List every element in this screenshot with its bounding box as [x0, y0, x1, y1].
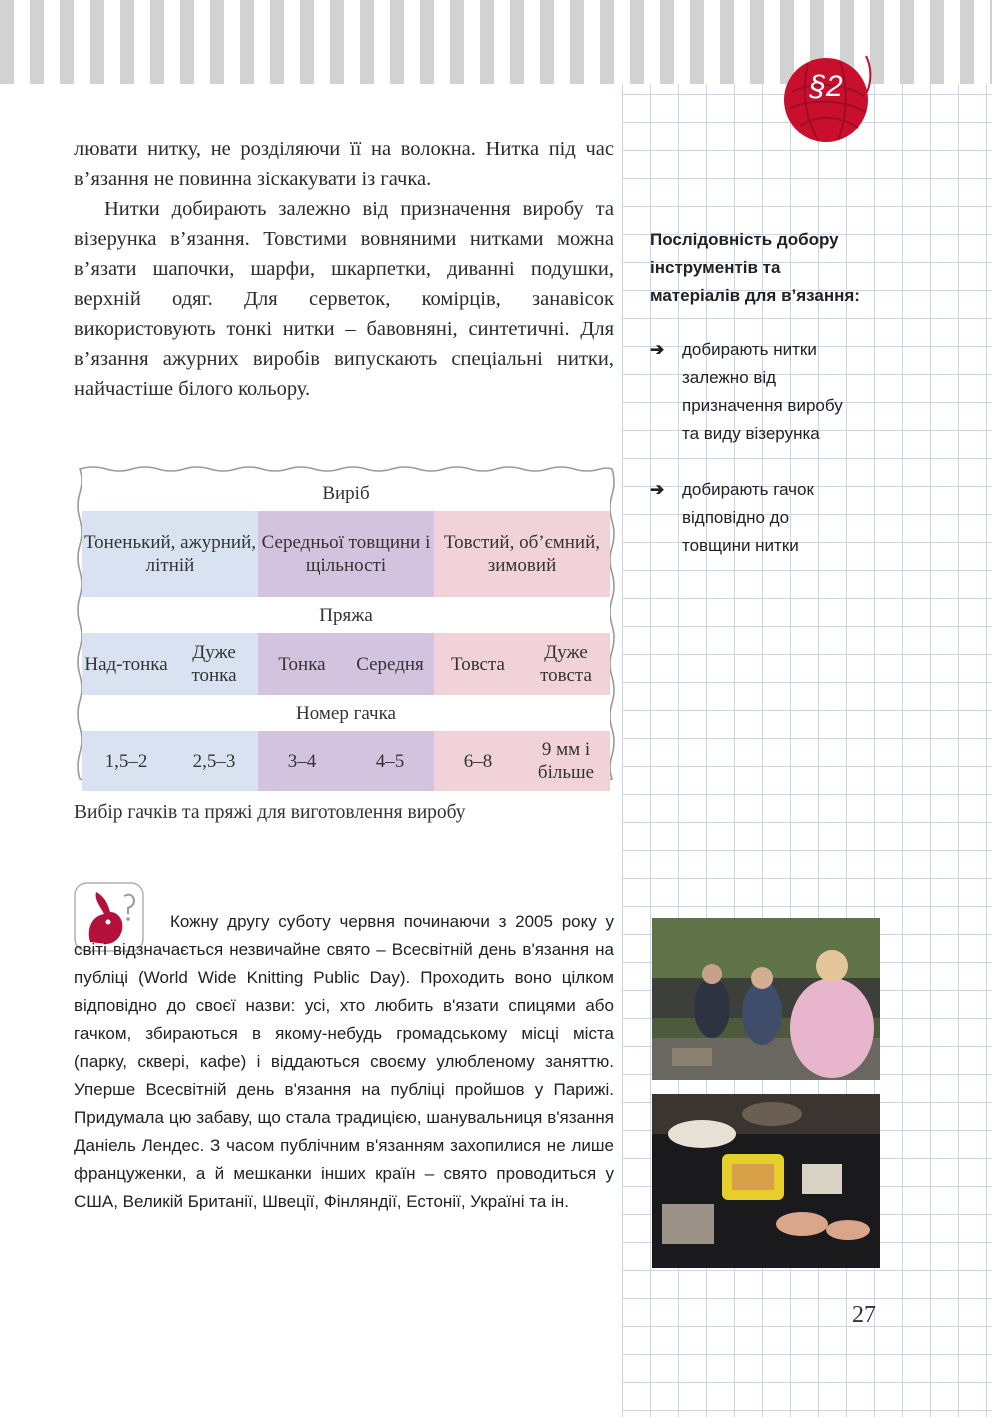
yarn-cell: Середня — [346, 633, 434, 695]
fact-text: Кожну другу суботу червня починаючи з 2005 року у світі відзначається незвичайне свято – Всесвітній день в'язання на публіці (World Wide Knitting Public Day). Проходить воно цілком відповідно до своєї назви: усі, хто любить в'язати спицями або гачком, збираються в якому-небудь громадському місці міста (парку, сквері, кафе) і віддаються своєму улюбленому заняттю. Уперше Всесвітній день в'язання на публіці пройшов у Парижі. Придумала цю забаву, що стала традицією, шанувальниця в'язання Даніель Лендес. З часом публічним в'язанням захопилися не лише француженки, а й мешканки інших країн – свято проводиться у США, Великій Британії, Швеції, Фінляндії, Естонії, Україні та ін. — [74, 912, 614, 1211]
product-light: Тоненький, ажурний, літній — [82, 511, 258, 597]
table-header-product: Виріб — [82, 475, 610, 511]
page-number: 27 — [852, 1302, 876, 1328]
hook-yarn-table — [76, 465, 616, 783]
table-header-yarn: Пряжа — [82, 597, 610, 633]
table-header-hook: Номер гачка — [82, 695, 610, 731]
yarn-cell: Дуже товста — [522, 633, 610, 695]
yarn-cell: Товста — [434, 633, 522, 695]
hook-cell: 3–4 — [258, 731, 346, 791]
hook-cell: 6–8 — [434, 731, 522, 791]
paragraph-threads: Нитки добирають залежно від призначення виробу та візерунка в’язання. Товстими вовняними нитками можна в’язати шапочки, шарфи, шкарпетки, диванні подушки, верхній одяг. Для серветок, комірців, занавісок використовують тонкі нитки – бавовняні, синтетичні. Для в’язання ажурних виробів випускають спеціальні нитки, найчастіше білого кольору. — [74, 198, 614, 400]
sidebar-item-text: добирають нитки залежно від призначення виробу та виду візерунка — [682, 340, 843, 443]
hook-cell: 9 мм і більше — [522, 731, 610, 791]
product-heavy: Товстий, об’ємний, зимовий — [434, 511, 610, 597]
fact-paragraph — [74, 908, 614, 1216]
sidebar-item-hook — [650, 476, 860, 560]
table-caption: Вибір гачків та пряжі для виготовлення виробу — [74, 802, 466, 823]
yarn-cell: Над-тонка — [82, 633, 170, 695]
hook-cell: 1,5–2 — [82, 731, 170, 791]
selection-table — [82, 475, 610, 791]
photo-park-knitting — [652, 918, 880, 1080]
sidebar-title: Послідовність добору інструментів та матеріалів для в’язання: — [650, 230, 860, 305]
section-badge: §2 — [809, 70, 843, 103]
paragraph-continued: лювати нитку, не розділяючи її на волокна. Нитка під час в’язання не повинна зіскакувати із гачка. — [74, 138, 614, 190]
yarn-cell: Дуже тонка — [170, 633, 258, 695]
arrow-right-icon: ➔ — [650, 340, 665, 359]
product-medium: Середньої товщини і щільності — [258, 511, 434, 597]
hook-cell: 4–5 — [346, 731, 434, 791]
yarn-cell: Тонка — [258, 633, 346, 695]
photo-table-knitting — [652, 1094, 880, 1268]
arrow-right-icon: ➔ — [650, 480, 665, 499]
hook-cell: 2,5–3 — [170, 731, 258, 791]
sidebar-item-threads — [650, 336, 860, 448]
sidebar-item-text: добирають гачок відповідно до товщини нитки — [682, 480, 814, 555]
sidebar-sequence — [650, 226, 860, 560]
